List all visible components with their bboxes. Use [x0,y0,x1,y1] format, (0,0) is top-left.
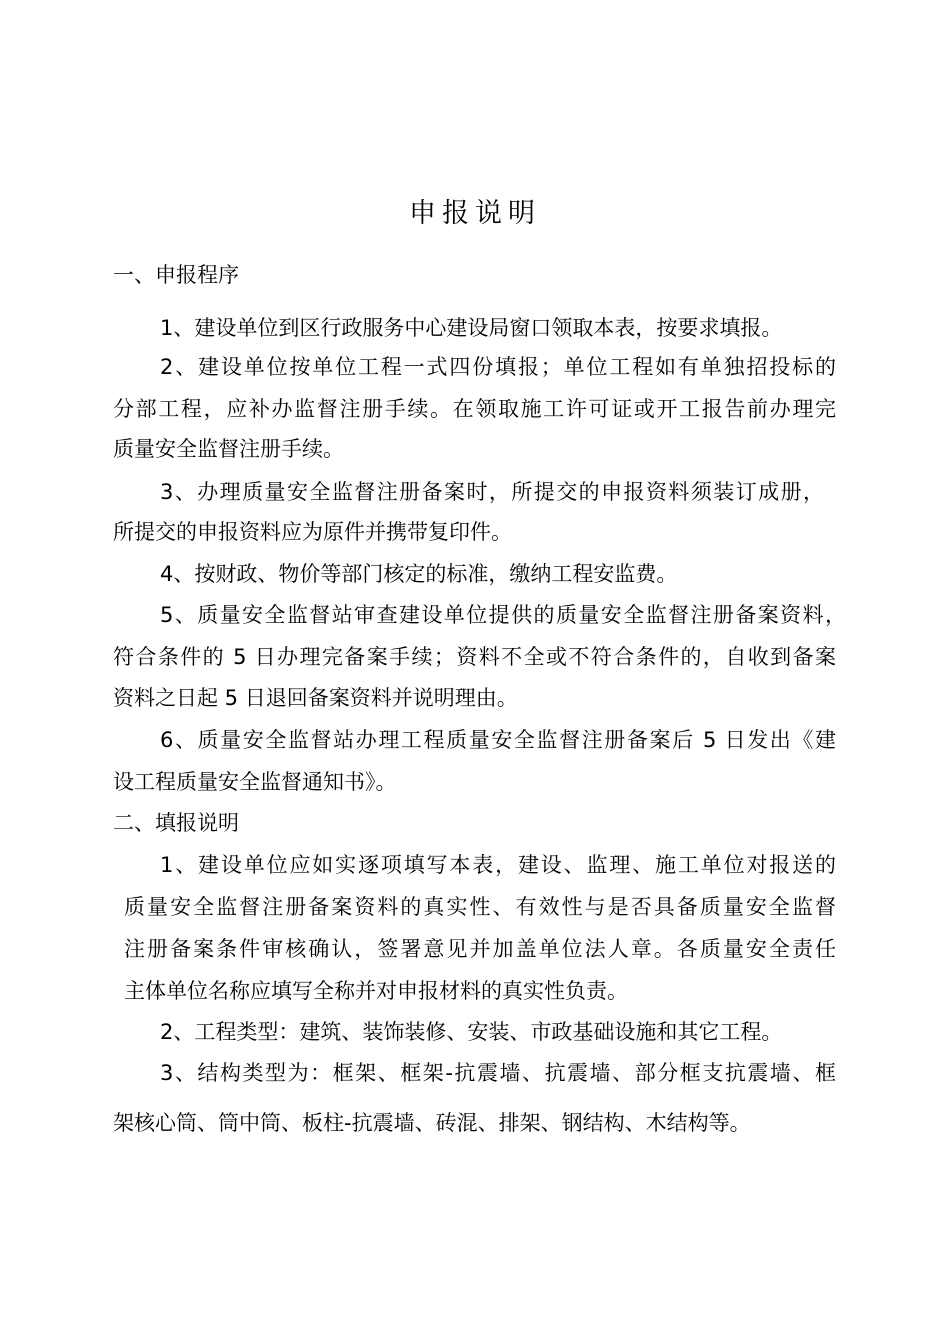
paragraph-line: 注册备案条件审核确认，签署意见并加盖单位法人章。各质量安全责任 [124,937,836,961]
section-heading-instructions: 二、填报说明 [113,811,239,835]
paragraph-line: 分部工程，应补办监督注册手续。在领取施工许可证或开工报告前办理完 [113,397,836,421]
paragraph-line: 所提交的申报资料应为原件并携带复印件。 [113,520,512,544]
paragraph-line: 3、结构类型为：框架、框架-抗震墙、抗震墙、部分框支抗震墙、框 [160,1061,836,1085]
page-title: 申报说明 [409,198,541,229]
paragraph-line: 设工程质量安全监督通知书》。 [113,770,397,794]
paragraph-line: 2、工程类型：建筑、装饰装修、安装、市政基础设施和其它工程。 [160,1020,783,1044]
paragraph-line: 架核心筒、筒中筒、板柱-抗震墙、砖混、排架、钢结构、木结构等。 [113,1111,751,1135]
paragraph-line: 质量安全监督注册手续。 [113,437,344,461]
paragraph-line: 1、建设单位应如实逐项填写本表，建设、监理、施工单位对报送的 [160,853,836,877]
paragraph-line: 资料之日起 5 日退回备案资料并说明理由。 [113,686,518,710]
paragraph-line: 符合条件的 5 日办理完备案手续；资料不全或不符合条件的，自收到备案 [113,645,836,669]
paragraph-line: 4、按财政、物价等部门核定的标准，缴纳工程安监费。 [160,562,678,586]
paragraph-line: 3、办理质量安全监督注册备案时，所提交的申报资料须装订成册， [160,480,824,504]
paragraph-line: 质量安全监督注册备案资料的真实性、有效性与是否具备质量安全监督 [124,895,836,919]
paragraph-line: 6、质量安全监督站办理工程质量安全监督注册备案后 5 日发出《建 [160,728,836,752]
paragraph-line: 5、质量安全监督站审查建设单位提供的质量安全监督注册备案资料， [160,603,846,627]
paragraph-line: 2、建设单位按单位工程一式四份填报；单位工程如有单独招投标的 [160,355,836,379]
paragraph-line: 主体单位名称应填写全称并对申报材料的真实性负责。 [124,979,628,1003]
section-heading-procedure: 一、申报程序 [113,263,239,287]
paragraph-line: 1、建设单位到区行政服务中心建设局窗口领取本表，按要求填报。 [160,316,783,340]
